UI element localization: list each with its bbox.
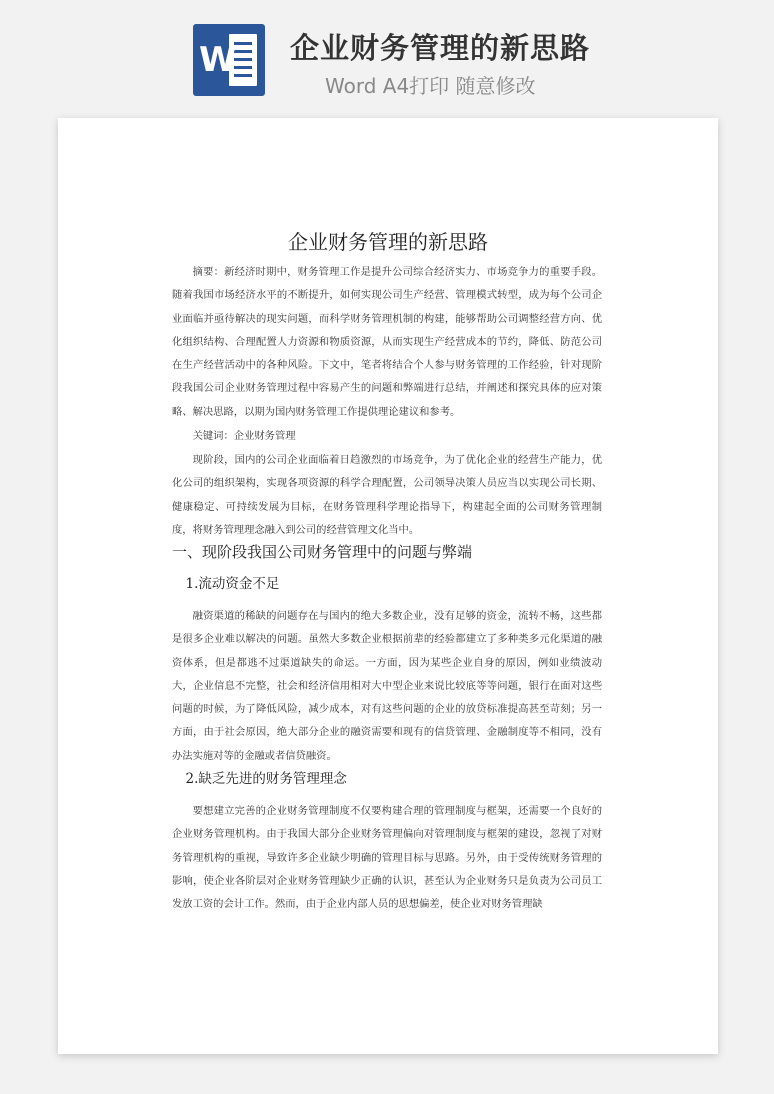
section-heading: 一、现阶段我国公司财务管理中的问题与弊端 xyxy=(172,543,473,561)
subsection-heading-2: 2.缺乏先进的财务管理理念 xyxy=(185,771,347,787)
word-document-icon xyxy=(193,24,265,96)
subsection-2-paragraph: 要想建立完善的企业财务管理制度不仅要构建合理的管理制度与框架，还需要一个良好的企业财务管理机构。由于我国大部分企业财务管理偏向对管理制度与框架的建设，忽视了对财务管理机构的重视，导致许多企业缺少明确的管理目标与思路。另外，由于受传统财务管理的影响，使企业各阶层对企业财务管理缺少正确的认识，甚至认为企业财务只是负责为公司员工发放工资的会计工作。然而，由于企业内部人员的思想偏差，使企业对财务管理缺 xyxy=(172,805,602,911)
banner-subtitle: Word A4打印 随意修改 xyxy=(325,74,536,98)
abstract-paragraph: 摘要：新经济时期中，财务管理工作是提升公司综合经济实力、市场竞争力的重要手段。随着我国市场经济水平的不断提升，如何实现公司生产经营、管理模式转型，成为每个公司企业面临并亟待解决的现实问题，而科学财务管理机制的构建，能够帮助公司调整经营方向、优化组织结构、合理配置人力资源和物质资源，从而实现生产经营成本的节约，降低、防范公司在生产经营活动中的各种风险。下文中，笔者将结合个人参与财务管理的工作经验，针对现阶段我国公司企业财务管理过程中容易产生的问题和弊端进行总结，并阐述和探究具体的应对策略、解决思路，以期为国内财务管理工作提供理论建议和参考。 xyxy=(172,266,602,418)
intro-paragraph: 现阶段，国内的公司企业面临着日趋激烈的市场竞争，为了优化企业的经营生产能力，优化公司的组织架构，实现各项资源的科学合理配置，公司领导决策人员应当以实现公司长期、健康稳定、可持续发展为目标，在财务管理科学理论指导下，构建起全面的公司财务管理制度，将财务管理理念融入到公司的经营管理文化当中。 xyxy=(172,454,602,536)
logo-letter: W xyxy=(199,40,237,80)
header-banner xyxy=(0,0,774,118)
banner-title: 企业财务管理的新思路 xyxy=(290,31,591,65)
keywords-line: 关键词：企业财务管理 xyxy=(192,430,296,442)
document-title: 企业财务管理的新思路 xyxy=(288,230,488,254)
subsection-1-paragraph: 融资渠道的稀缺的问题存在与国内的绝大多数企业，没有足够的资金，流转不畅，这些都是很多企业难以解决的问题。虽然大多数企业根据前辈的经验都建立了多种类多元化渠道的融资体系，但是都逃不过渠道缺失的命运。一方面，因为某些企业自身的原因，例如业绩波动大，企业信息不完整，社会和经济信用相对大中型企业来说比较底等等问题，银行在面对这些问题的时候，为了降低风险，减少成本，对有这些问题的企业的放贷标准提高甚至苛刻；另一方面，由于社会原因，绝大部分企业的融资需要和现有的信贷管理、金融制度等不相同，没有办法实施对等的金融或者信贷融资。 xyxy=(172,610,602,762)
document-page xyxy=(58,118,718,1054)
subsection-heading-1: 1.流动资金不足 xyxy=(185,576,280,592)
